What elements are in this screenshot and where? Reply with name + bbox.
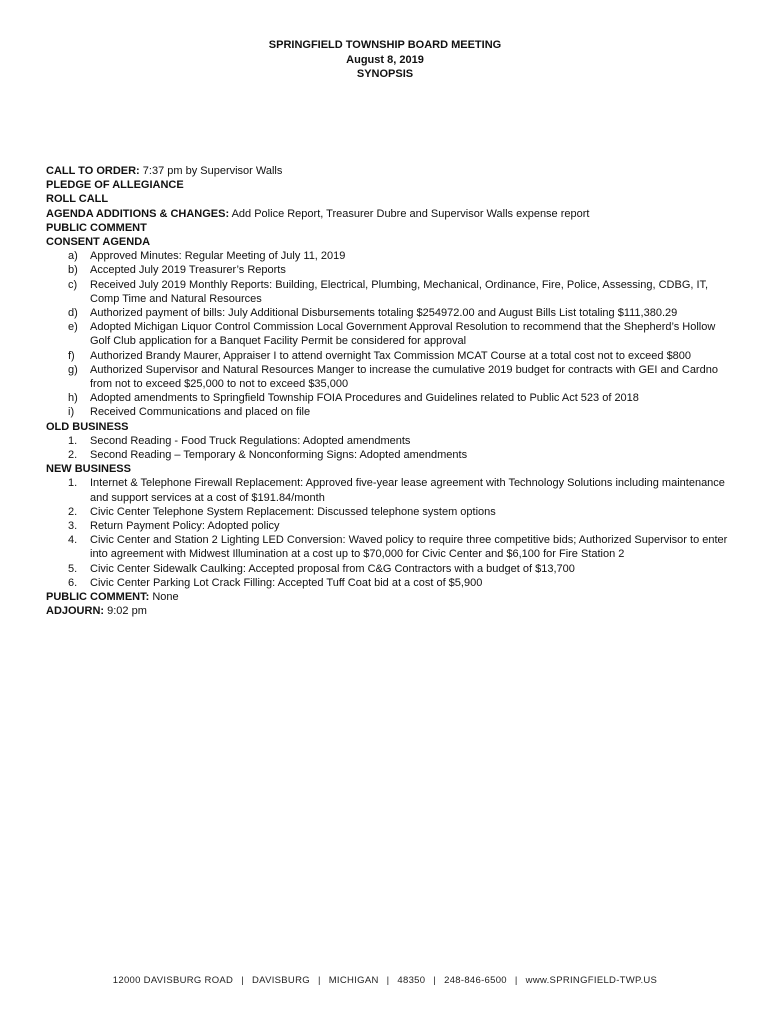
list-item <box>46 349 736 363</box>
list-marker: e) <box>68 321 78 334</box>
list-item-text: Adopted amendments to Springfield Township FOIA Procedures and Guidelines related to Public Act 523 of 2018 <box>90 392 639 405</box>
list-item <box>46 320 736 348</box>
list-item <box>46 306 736 320</box>
list-item-text: Internet & Telephone Firewall Replacement: Approved five-year lease agreement with Technology Solutions including maintenance and support services at a cost of $191.84/month <box>90 477 725 504</box>
footer-phone: 248-846-6500 <box>444 975 507 986</box>
list-item <box>46 505 736 519</box>
consent-agenda-heading: CONSENT AGENDA <box>46 236 151 249</box>
public-comment-heading: PUBLIC COMMENT <box>46 221 147 234</box>
footer-zip: 48350 <box>397 975 426 986</box>
roll-call-heading: ROLL CALL <box>46 193 109 206</box>
new-business-list <box>46 476 736 590</box>
list-item <box>46 476 736 504</box>
list-item-text: Civic Center Telephone System Replacement: Discussed telephone system options <box>90 505 496 518</box>
agenda-changes <box>46 207 736 221</box>
synopsis-body <box>46 164 736 619</box>
list-marker: 3. <box>68 520 78 533</box>
list-item-text: Second Reading - Food Truck Regulations: Adopted amendments <box>90 434 411 447</box>
list-marker: 4. <box>68 534 78 547</box>
list-item-text: Authorized Supervisor and Natural Resources Manger to increase the cumulative 2019 budget for contracts with GEI and Cardno from not to exceed $25,000 to not to exceed $35,000 <box>90 363 718 391</box>
footer-separator: | <box>433 975 437 986</box>
list-marker: d) <box>68 307 78 320</box>
adjourn <box>46 604 736 618</box>
list-item <box>46 562 736 576</box>
list-item <box>46 576 736 590</box>
list-marker: 2. <box>68 449 78 462</box>
list-marker: i) <box>68 406 75 419</box>
call-to-order-value: 7:37 pm by Supervisor Walls <box>142 165 283 177</box>
list-item <box>46 391 736 405</box>
adjourn-label: ADJOURN: <box>46 605 105 618</box>
list-item <box>46 363 736 391</box>
document-footer <box>0 975 770 986</box>
consent-agenda-list <box>46 249 736 419</box>
pledge-heading: PLEDGE OF ALLEGIANCE <box>46 179 184 192</box>
list-marker: 5. <box>68 562 78 575</box>
footer-website: www.SPRINGFIELD-TWP.US <box>525 975 658 986</box>
meeting-date: August 8, 2019 <box>346 53 424 66</box>
footer-separator: | <box>317 975 321 986</box>
list-item <box>46 519 736 533</box>
list-marker: c) <box>68 278 78 291</box>
list-item-text: Authorized Brandy Maurer, Appraiser I to attend overnight Tax Commission MCAT Course at a total cost not to exceed $800 <box>90 349 692 362</box>
document-header <box>0 38 770 82</box>
agenda-changes-label: AGENDA ADDITIONS & CHANGES: <box>46 207 230 220</box>
call-to-order <box>46 164 736 178</box>
old-business-list <box>46 434 736 462</box>
list-item <box>46 533 736 561</box>
list-item-text: Civic Center Parking Lot Crack Filling: Accepted Tuff Coat bid at a cost of $5,900 <box>90 576 483 589</box>
list-item <box>46 263 736 277</box>
list-item <box>46 405 736 419</box>
document-type: SYNOPSIS <box>356 68 414 80</box>
list-marker: a) <box>68 250 78 263</box>
list-item-text: Received Communications and placed on file <box>90 406 311 419</box>
list-marker: f) <box>68 349 75 362</box>
list-marker: 2. <box>68 505 78 518</box>
footer-address: 12000 DAVISBURG ROAD <box>112 975 234 986</box>
list-item <box>46 448 736 462</box>
list-item-text: Return Payment Policy: Adopted policy <box>90 520 280 533</box>
public-comment-final <box>46 590 736 604</box>
list-item-text: Approved Minutes: Regular Meeting of July 11, 2019 <box>90 250 346 263</box>
public-comment-label: PUBLIC COMMENT: <box>46 591 150 604</box>
list-item-text: Accepted July 2019 Treasurer’s Reports <box>90 264 286 277</box>
list-marker: h) <box>68 392 78 405</box>
list-marker: b) <box>68 264 78 277</box>
footer-city: DAVISBURG <box>251 975 310 986</box>
list-item <box>46 249 736 263</box>
old-business-heading: OLD BUSINESS <box>46 420 129 433</box>
list-item-text: Second Reading – Temporary & Nonconforming Signs: Adopted amendments <box>90 449 468 462</box>
call-to-order-label: CALL TO ORDER: <box>46 165 140 177</box>
footer-separator: | <box>241 975 244 986</box>
list-marker: 1. <box>68 434 78 447</box>
list-item-text: Received July 2019 Monthly Reports: Building, Electrical, Plumbing, Mechanical, Ordinance, Fire, Police, Assessing, CDBG, IT, Comp Time and Natural Resources <box>90 278 709 305</box>
list-item <box>46 278 736 306</box>
list-item-text: Civic Center Sidewalk Caulking: Accepted proposal from C&G Contractors with a budget of $13,700 <box>90 562 575 575</box>
footer-state: MICHIGAN <box>328 975 379 986</box>
list-item-text: Authorized payment of bills: July Additional Disbursements totaling $254972.00 and August Bills List totaling $111,380.29 <box>90 307 678 320</box>
footer-separator: | <box>386 975 390 986</box>
footer-separator: | <box>514 975 518 986</box>
agenda-changes-value: Add Police Report, Treasurer Dubre and Supervisor Walls expense report <box>231 207 590 220</box>
adjourn-value: 9:02 pm <box>107 605 147 618</box>
meeting-title: SPRINGFIELD TOWNSHIP BOARD MEETING <box>268 39 502 51</box>
new-business-heading: NEW BUSINESS <box>46 463 131 476</box>
list-item <box>46 434 736 448</box>
list-marker: 6. <box>68 576 78 589</box>
list-item-text: Adopted Michigan Liquor Control Commission Local Government Approval Resolution to recommend that the Shepherd’s Hollow Golf Club application for a Banquet Facility Permit be considered for approval <box>90 321 716 348</box>
list-marker: g) <box>68 363 78 376</box>
list-item-text: Civic Center and Station 2 Lighting LED Conversion: Waved policy to require three competitive bids; Authorized Supervisor to enter into agreement with Midwest Illumination at a cost up to $70,000 for Civic Center and $6,100 for Fire Station 2 <box>90 534 728 561</box>
public-comment-value: None <box>152 591 179 604</box>
list-marker: 1. <box>68 477 78 490</box>
